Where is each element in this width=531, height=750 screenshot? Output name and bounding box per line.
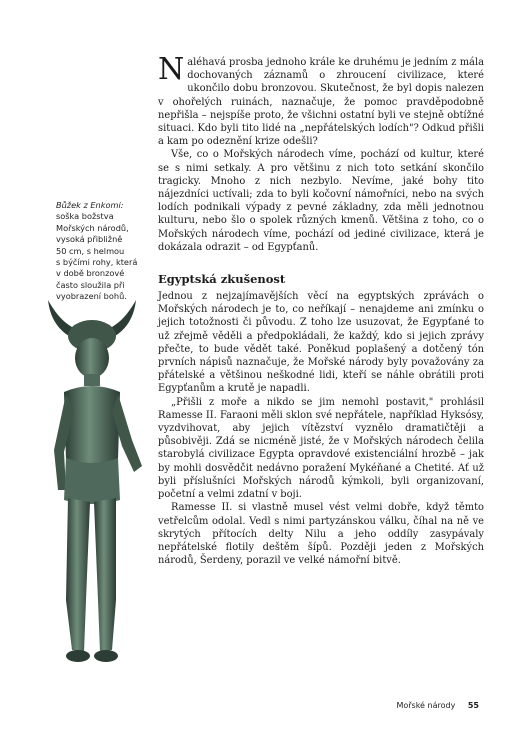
article-paragraph-2: Vše, co o Mořských národech víme, pochází od kultur, které se s nimi setkaly. A pro většinu z nich toto setkání skončilo tragicky. Mnoho z nich nezbylo. Nevíme, jaké bohy tito nájezdníci uctívali; zda to byli kočovní námořníci, nebo na svých lodích podnikali výpady z pevné základny, zda měli jednotnou kulturu, nebo šlo o spolek různých kmenů. Většina z toho, co o Mořských národech víme, pochází od jediné civilizace, která je dokázala odrazit – od Egypťanů. bbox=[158, 149, 484, 253]
section-heading: Egyptská zkušenost bbox=[158, 272, 286, 287]
caption-line: 50 cm, s helmou bbox=[56, 245, 125, 256]
paragraph-1-text: aléhavá prosba jednoho krále ke druhému je jedním z mála dochovaných záznamů o zhroucení civilizace, které ukončilo dobu bronzovou. Skutečnost, že byl dopis nalezen v ohořelých ruinách, naznačuje, že pomoc pravděpodobně nepřišla – nejspíše proto, že všichni ostatní byli ve stejně obtížné situaci. Kdo byli tito lidé na „nepřátelských lodích"? Odkud přišli a kam po odeznění krize odešli? bbox=[158, 57, 484, 148]
drop-cap: N bbox=[158, 52, 185, 87]
page-footer bbox=[396, 701, 479, 710]
article-paragraph-1 bbox=[158, 52, 484, 148]
caption-line: Mořských národů, bbox=[56, 222, 129, 233]
caption-line: v době bronzové bbox=[56, 268, 125, 279]
page-number: 55 bbox=[467, 701, 479, 710]
caption-line: vyobrazení bohů. bbox=[56, 291, 127, 302]
caption-line: vysoká přibližně bbox=[56, 234, 123, 245]
caption-title: Bůžek z Enkomi: bbox=[56, 200, 124, 210]
article-paragraph-4: „Přišli z moře a nikdo se jim nemohl postavit," prohlásil Ramesse II. Faraoni měli sklon své nepřátele, například Hyksósy, vyzdvihovat, aby jejich vítězství vyznělo dramatičtěji a působivěji. Zdá se nicméně jisté, že v Mořských národech čelila starobylá civilizace Egypta opravdové existenciální hrozbě – jak by mohli dosvědčit nedávno poražení Mykéňané a Chetité. Ať už byli příslušníci Mořských národů kýmkoli, byli organizovaní, početní a velmi zdatní v boji. bbox=[158, 396, 485, 501]
caption-line: často sloužila při bbox=[56, 279, 125, 290]
article-column bbox=[158, 52, 485, 567]
caption-line: s býčími rohy, která bbox=[56, 257, 138, 268]
caption-line: soška božstva bbox=[56, 211, 114, 222]
bronze-statue-figure bbox=[28, 300, 156, 680]
figure-caption bbox=[56, 200, 156, 303]
footer-section-title: Mořské národy bbox=[396, 701, 456, 710]
article-paragraph-5: Ramesse II. si vlastně musel vést velmi dobře, když těmto vetřelcům odolal. Vedl s nimi partyzánskou válku, číhal na ně ve skrytých přítocích delty Nilu a jeho oddíly zasypávaly nepřátelské flotily deštěm šípů. Později jeden z Mořských národů, Šerdeny, porazil ve velké námořní bitvě. bbox=[158, 502, 484, 567]
article-paragraph-3: Jednou z nejzajímavějších věcí na egyptských zprávách o Mořských národech je to, co neříkají – nenajdeme ani zmínku o jejich totožnosti či původu. Z toho lze usuzovat, že Egypťané to už zřejmě věděli a předpokládali, že každý, kdo si jejich zprávy přečte, to bude vědět také. Poněkud poplašený a dotčený tón prvních nápisů naznačuje, že Mořské národy byly považovány za přátelské a většinou neškodné lidi, kteří se náhle obrátili proti Egypťanům a krutě je napadli. bbox=[158, 291, 484, 395]
